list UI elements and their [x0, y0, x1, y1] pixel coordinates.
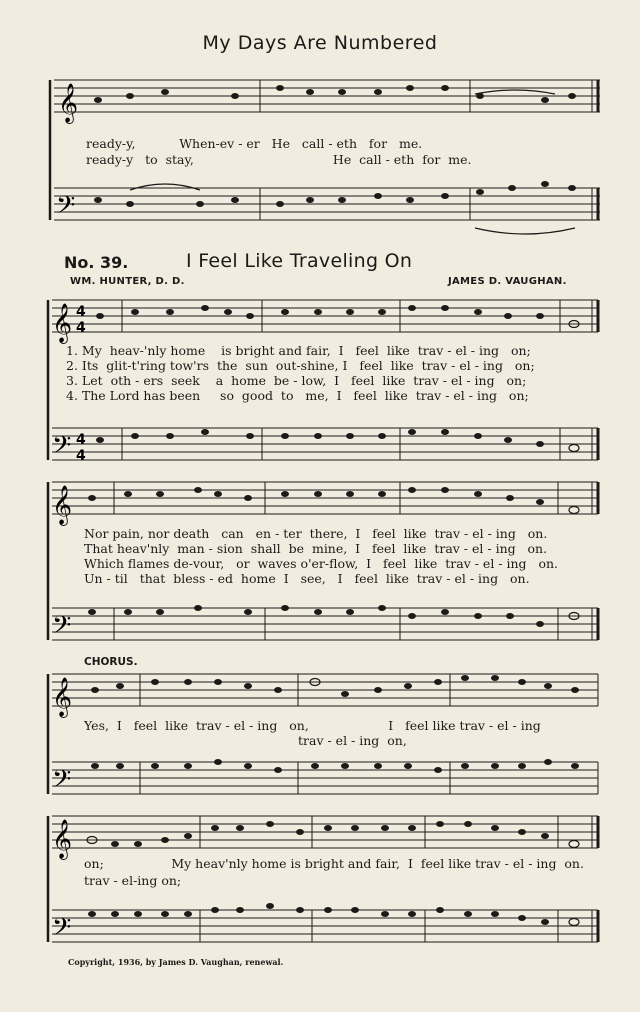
chorus-a-lyric-line-2: trav - el - ing on, [298, 733, 407, 748]
svg-text:𝄢: 𝄢 [52, 913, 72, 948]
system-1-verse-3: 3. Let oth - ers seek a home be - low, I feel like trav - el - ing on; [66, 373, 527, 388]
svg-text:𝄢: 𝄢 [56, 191, 76, 226]
svg-text:4: 4 [76, 320, 86, 336]
copyright-notice: Copyright, 1936, by James D. Vaughan, renewal. [68, 957, 284, 967]
svg-text:𝄢: 𝄢 [52, 765, 72, 800]
system-1-verse-1: 1. My heav-'nly home is bright and fair, I feel like trav - el - ing on; [66, 343, 531, 358]
lyricist-credit: WM. HUNTER, D. D. [70, 276, 185, 287]
song-title: I Feel Like Traveling On [186, 250, 413, 272]
svg-text:𝄞: 𝄞 [52, 303, 73, 343]
system-2-verse-2: That heav'nly man - sion shall be mine, I feel like trav - el - ing on. [84, 541, 548, 556]
svg-text:4: 4 [76, 432, 86, 448]
svg-text:𝄞: 𝄞 [52, 485, 73, 525]
song-number: No. 39. [64, 253, 129, 272]
previous-song-lyric-line-2: ready-y to stay, He call - eth for me. [86, 152, 472, 167]
composer-credit: JAMES D. VAUGHAN. [448, 276, 567, 287]
svg-text:4: 4 [76, 304, 86, 320]
chorus-a-lyric-line-1: Yes, I feel like trav - el - ing on, I feel like trav - el - ing [84, 718, 541, 733]
svg-text:4: 4 [76, 448, 86, 464]
previous-song-title: My Days Are Numbered [202, 32, 438, 54]
system-2-verse-3: Which flames de-vour, or waves o'er-flow, I feel like trav - el - ing on. [84, 556, 559, 571]
svg-text:𝄞: 𝄞 [52, 677, 73, 717]
previous-song-lyric-line-1: ready-y, When-ev - er He call - eth for me. [86, 136, 423, 151]
svg-text:𝄢: 𝄢 [52, 431, 72, 466]
system-2-verse-4: Un - til that bless - ed home I see, I feel like trav - el - ing on. [84, 571, 530, 586]
system-1-verse-4: 4. The Lord has been so good to me, I feel like trav - el - ing on; [66, 388, 529, 403]
chorus-label: CHORUS. [84, 656, 138, 668]
chorus-b-lyric-line-1: on; My heav'nly home is bright and fair, I feel like trav - el - ing on. [84, 856, 584, 871]
chorus-b-lyric-line-2: trav - el-ing on; [84, 873, 182, 888]
svg-text:𝄞: 𝄞 [52, 819, 73, 859]
svg-text:𝄢: 𝄢 [52, 611, 72, 646]
system-2-verse-1: Nor pain, nor death can en - ter there, I feel like trav - el - ing on. [84, 526, 548, 541]
svg-text:𝄞: 𝄞 [58, 83, 79, 123]
system-1-verse-2: 2. Its glit-t'ring tow'rs the sun out-shine, I feel like trav - el - ing on; [66, 358, 535, 373]
